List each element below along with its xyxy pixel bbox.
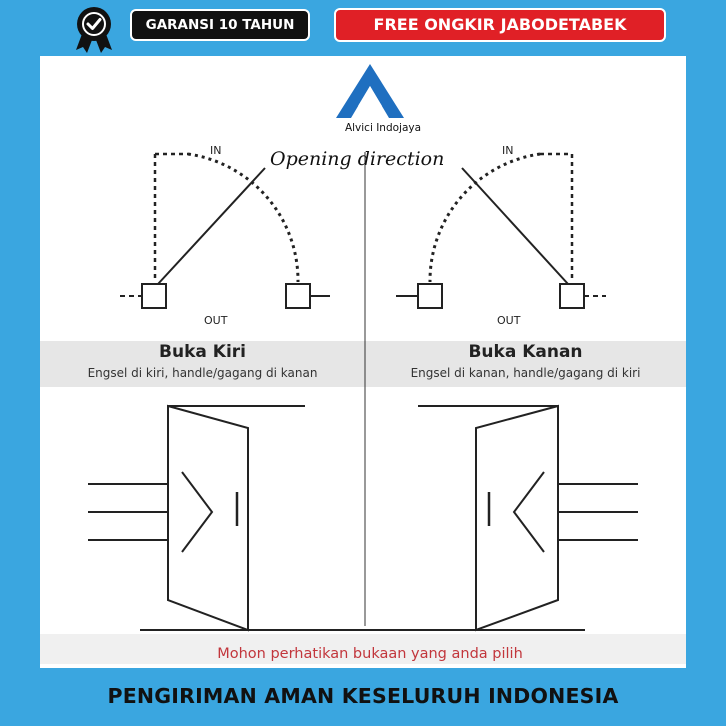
top-bar (0, 0, 726, 56)
left-in-label: IN (210, 144, 222, 157)
door-diagram-panel (40, 56, 686, 668)
selection-notice: Mohon perhatikan bukaan yang anda pilih (217, 646, 523, 662)
diagram-heading: Opening direction (270, 148, 445, 170)
right-door-illustration (418, 406, 638, 630)
right-out-label: OUT (497, 314, 521, 327)
warranty-badge: GARANSI 10 TAHUN (130, 9, 310, 41)
right-in-label: IN (502, 144, 514, 157)
shipping-footer: PENGIRIMAN AMAN KESELURUH INDONESIA (107, 684, 619, 708)
free-shipping-badge: FREE ONGKIR JABODETABEK (334, 8, 666, 42)
left-door-illustration (88, 406, 305, 630)
left-out-label: OUT (204, 314, 228, 327)
warranty-badge-icon (70, 4, 118, 54)
left-option-subtitle: Engsel di kiri, handle/gagang di kanan (87, 366, 318, 380)
left-option-title: Buka Kiri (159, 342, 246, 362)
right-swing-diagram (396, 154, 606, 308)
right-option-subtitle: Engsel di kanan, handle/gagang di kiri (410, 366, 641, 380)
left-swing-diagram (120, 154, 330, 308)
alvici-logo-icon (336, 64, 404, 118)
brand-name: Alvici Indojaya (344, 122, 422, 134)
right-option-title: Buka Kanan (468, 342, 583, 362)
